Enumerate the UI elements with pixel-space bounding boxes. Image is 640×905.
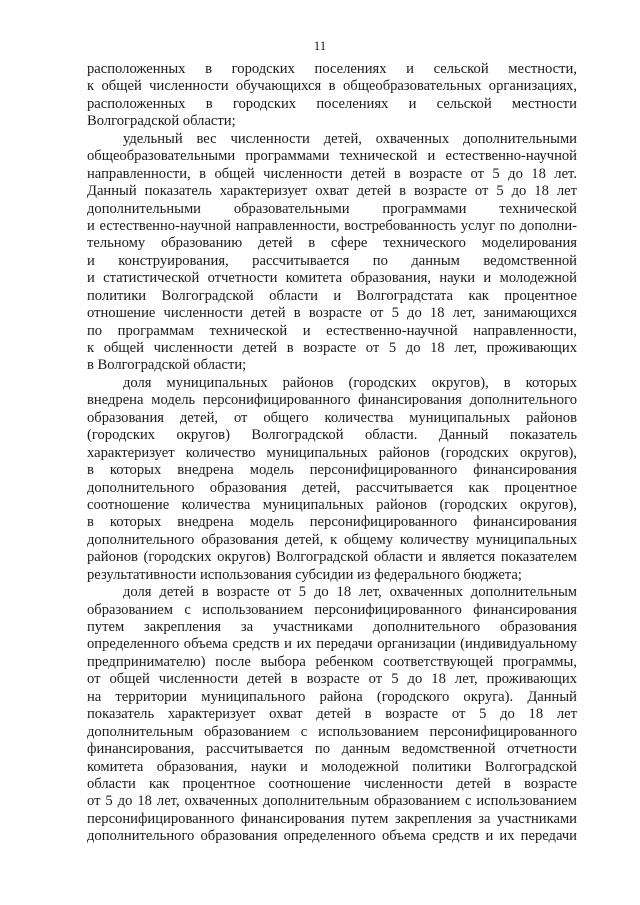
text-line: образованием с использованием персонифицированного финансирования	[87, 601, 577, 618]
text-line: путем закрепления за участниками дополнительного образования	[87, 619, 577, 635]
text-line: и конструирования, рассчитывается по данным ведомственной	[87, 252, 577, 269]
text-line: от общей численности детей в возрасте от 5 до 18 лет, проживающих	[87, 671, 577, 688]
text-line: в Волгоградской области;	[87, 357, 247, 374]
text-line: и статистической отчетности комитета образования, науки и молодежной	[87, 270, 577, 287]
text-line: (городских округов) Волгоградской области. Данный показатель	[87, 427, 577, 444]
text-line: соотношение количества муниципальных районов (городских округов),	[87, 496, 577, 513]
text-line: характеризует количество муниципальных районов (городских округов),	[87, 444, 577, 461]
text-line: расположенных в городских поселениях и сельской местности,	[87, 61, 577, 77]
text-line: дополнительным образованием с использованием персонифицированного	[87, 723, 577, 740]
text-line: показатель характеризует охват детей в возрасте от 5 до 18 лет	[87, 706, 577, 723]
text-line: тельному образованию детей в сфере технического моделирования	[87, 235, 577, 252]
text-line: удельный вес численности детей, охваченных дополнительными	[123, 130, 577, 147]
text-line: дополнительного образования определенного объема средств и их передачи	[87, 828, 577, 845]
text-line: дополнительными образовательными программами технической	[87, 200, 577, 217]
body-text	[87, 61, 577, 846]
text-line: в которых внедрена модель персонифицированного финансирования	[87, 462, 577, 479]
text-line: комитета образования, науки и молодежной политики Волгоградской	[87, 758, 577, 775]
text-line: к общей численности обучающихся в общеобразовательных организациях,	[87, 78, 577, 95]
text-line: области как процентное соотношение численности детей в возрасте	[87, 775, 577, 792]
text-line: дополнительного образования детей, к общему количеству муниципальных	[87, 531, 577, 548]
text-line: Данный показатель характеризует охват детей в возрасте от 5 до 18 лет	[87, 183, 577, 200]
text-line: и естественно-научной направленности, востребованность услуг по дополни-	[87, 217, 577, 234]
text-line: предпринимателю) после выбора ребенком соответствующей программы,	[87, 653, 577, 670]
text-line: в которых внедрена модель персонифицированного финансирования	[87, 514, 577, 531]
text-line: направленности, в общей численности детей в возрасте от 5 до 18 лет.	[87, 165, 577, 182]
text-line: по программам технической и естественно-научной направленности,	[87, 322, 577, 339]
text-line: от 5 до 18 лет, охваченных дополнительным образованием с использованием	[87, 793, 577, 810]
text-line: персонифицированного финансирования путем закрепления за участниками	[87, 810, 577, 827]
text-line: к общей численности детей в возрасте от 5 до 18 лет, проживающих	[87, 340, 577, 356]
text-line: отношение численности детей в возрасте от 5 до 18 лет, занимающихся	[87, 305, 577, 322]
text-line: Волгоградской области;	[87, 113, 236, 130]
text-line: политики Волгоградской области и Волгоградстата как процентное	[87, 287, 577, 304]
text-line: расположенных в городских поселениях и сельской местности	[87, 95, 577, 112]
text-line: доля муниципальных районов (городских округов), в которых	[123, 374, 577, 391]
text-line: образования детей, от общего количества муниципальных районов	[87, 409, 577, 426]
text-line: доля детей в возрасте от 5 до 18 лет, охваченных дополнительным	[123, 584, 577, 601]
text-line: дополнительного образования детей, рассчитывается как процентное	[87, 479, 577, 496]
text-line: внедрена модель персонифицированного финансирования дополнительного	[87, 392, 577, 409]
text-line: на территории муниципального района (городского округа). Данный	[87, 688, 577, 705]
text-line: районов (городских округов) Волгоградской области и является показателем	[87, 549, 577, 566]
text-line: общеобразовательными программами технической и естественно-научной	[87, 148, 577, 165]
text-line: финансирования, рассчитывается по данным ведомственной отчетности	[87, 741, 577, 758]
page-number: 11	[313, 38, 327, 53]
text-line: определенного объема средств и их передачи организации (индивидуальному	[87, 636, 577, 653]
text-line: результативности использования субсидии из федерального бюджета;	[87, 566, 522, 583]
